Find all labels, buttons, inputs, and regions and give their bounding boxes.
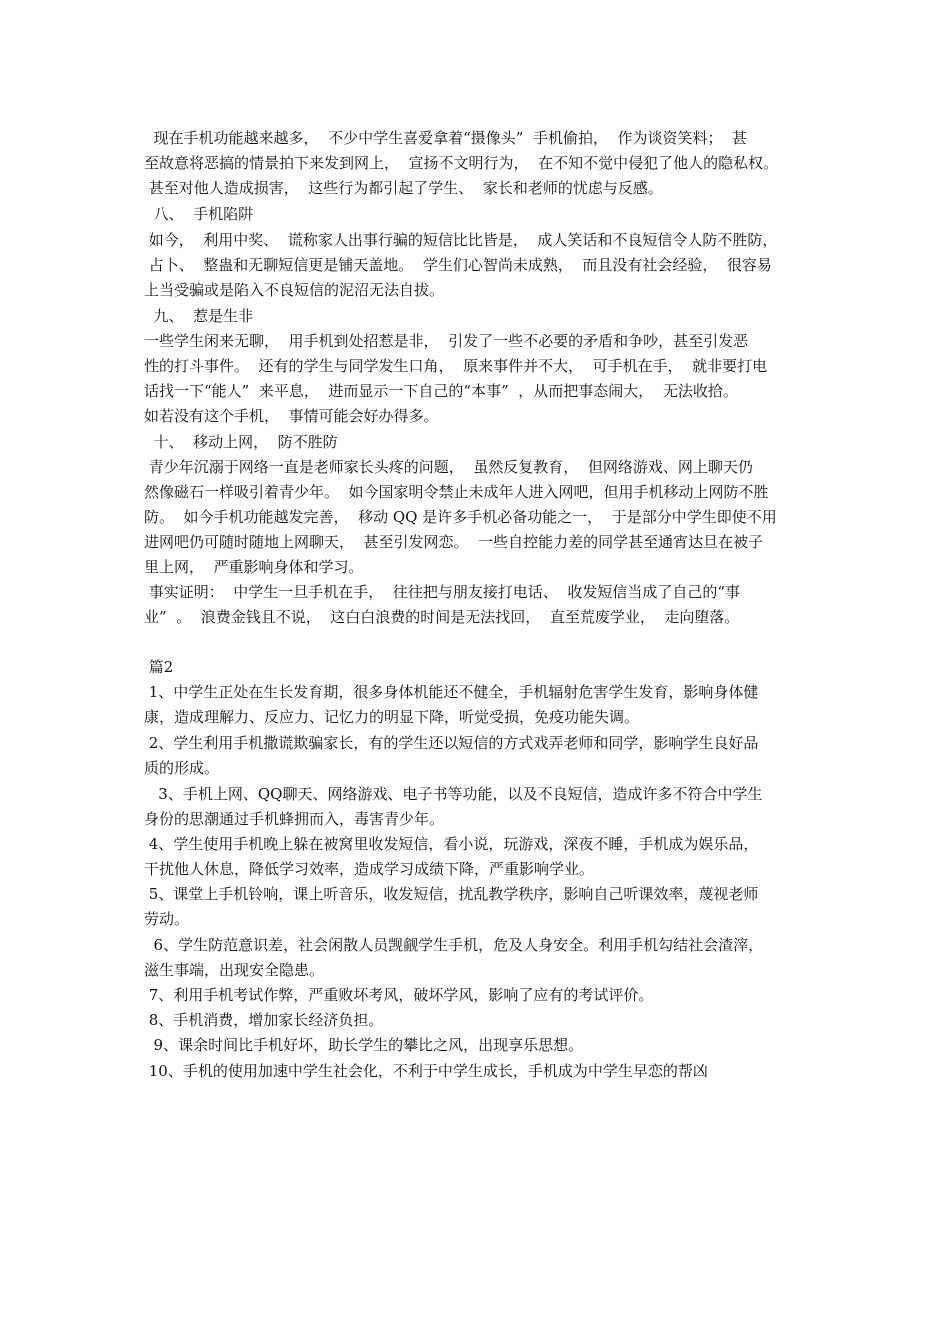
text-line: 7、利用手机考试作弊，严重败坏考风，破坏学风，影响了应有的考试评价。 [144, 986, 654, 1004]
text-line: 滋生事端，出现安全隐患。 [144, 961, 325, 979]
text-line: 1、中学生正处在生长发育期，很多身体机能还不健全，手机辐射危害学生发育，影响身体健 [144, 683, 759, 701]
text-line: 占卜、 整蛊和无聊短信更是铺天盖地。 学生们心智尚未成熟， 而且没有社会经验， 很容易 [144, 256, 772, 274]
text-line: 10、手机的使用加速中学生社会化，不利于中学生成长，手机成为中学生早恋的帮凶 [144, 1062, 708, 1080]
text-line: 4、学生使用手机晚上躲在被窝里收发短信，看小说，玩游戏，深夜不睡，手机成为娱乐品， [144, 835, 759, 853]
text-line: 2、学生利用手机撒谎欺骗家长，有的学生还以短信的方式戏弄老师和同学，影响学生良好品 [144, 734, 759, 752]
text-line: 然像磁石一样吸引着青少年。 如今国家明令禁止未成年人进入网吧，但用手机移动上网防不胜 [144, 483, 769, 501]
text-line: 如今， 利用中奖、 谎称家人出事行骗的短信比比皆是， 成人笑话和不良短信令人防不胜防， [144, 231, 778, 249]
text-line: 劳动。 [144, 910, 190, 928]
text-line: 8、手机消费，增加家长经济负担。 [144, 1011, 384, 1029]
text-line: 话找一下“能人” 来平息， 进而显示一下自己的“本事” ，从而把事态闹大， 无法收拾。 [144, 382, 738, 400]
text-line: 性的打斗事件。 还有的学生与同学发生口角， 原来事件并不大， 可手机在手， 就非要打电 [144, 357, 768, 375]
text-line: 干扰他人休息，降低学习效率，造成学习成绩下降，严重影响学业。 [144, 860, 595, 878]
text-line: 至故意将恶搞的情景拍下来发到网上， 宣扬不文明行为， 在不知不觉中侵犯了他人的隐私权。 [144, 154, 779, 172]
text-line: 里上网， 严重影响身体和学习。 [144, 558, 364, 576]
section-heading: 十、 移动上网， 防不胜防 [144, 433, 338, 451]
text-line: 青少年沉溺于网络一直是老师家长头疼的问题， 虽然反复教育， 但网络游戏、网上聊天仍 [144, 458, 753, 476]
text-line: 上当受骗或是陷入不良短信的泥沼无法自拔。 [144, 281, 445, 299]
text-line: 身份的思潮通过手机蜂拥而入，毒害青少年。 [144, 810, 445, 828]
text-line: 一些学生闲来无聊， 用手机到处招惹是非， 引发了一些不必要的矛盾和争吵，甚至引发恶 [144, 332, 749, 350]
section-heading: 八、 手机陷阱 [144, 205, 254, 223]
section-heading: 九、 惹是生非 [144, 307, 254, 325]
text-line: 现在手机功能越来越多， 不少中学生喜爱拿着“摄像头” 手机偷拍， 作为谈资笑料； 甚 [144, 129, 748, 147]
text-line: 康，造成理解力、反应力、记忆力的明显下降，听觉受损，免疫功能失调。 [144, 708, 640, 726]
text-line: 事实证明： 中学生一旦手机在手， 往往把与朋友接打电话、 收发短信当成了自己的“事 [144, 583, 741, 601]
text-line: 业” 。 浪费金钱且不说， 这白白浪费的时间是无法找回， 直至荒废学业， 走向堕落。 [144, 608, 740, 626]
text-line: 6、学生防范意识差，社会闲散人员觊觎学生手机，危及人身安全。利用手机勾结社会渣滓， [144, 936, 764, 954]
text-line: 质的形成。 [144, 759, 220, 777]
text-line: 防。 如今手机功能越发完善， 移动 QQ 是许多手机必备功能之一， 于是部分中学生即使不用 [144, 508, 777, 526]
text-line: 3、手机上网、QQ聊天、网络游戏、电子书等功能，以及不良短信，造成许多不符合中学生 [144, 785, 763, 803]
section2-heading: 篇2 [144, 658, 174, 676]
text-line: 9、课余时间比手机好坏，助长学生的攀比之风，出现享乐思想。 [144, 1036, 584, 1054]
text-line: 进网吧仍可随时随地上网聊天， 甚至引发网恋。 一些自控能力差的同学甚至通宵达旦在被子 [144, 533, 764, 551]
text-line: 5、课堂上手机铃响，课上听音乐，收发短信，扰乱教学秩序，影响自己听课效率，蔑视老师 [144, 885, 759, 903]
text-line: 如若没有这个手机， 事情可能会好办得多。 [144, 407, 439, 425]
text-line: 甚至对他人造成损害， 这些行为都引起了学生、 家长和老师的忧虑与反感。 [144, 179, 663, 197]
